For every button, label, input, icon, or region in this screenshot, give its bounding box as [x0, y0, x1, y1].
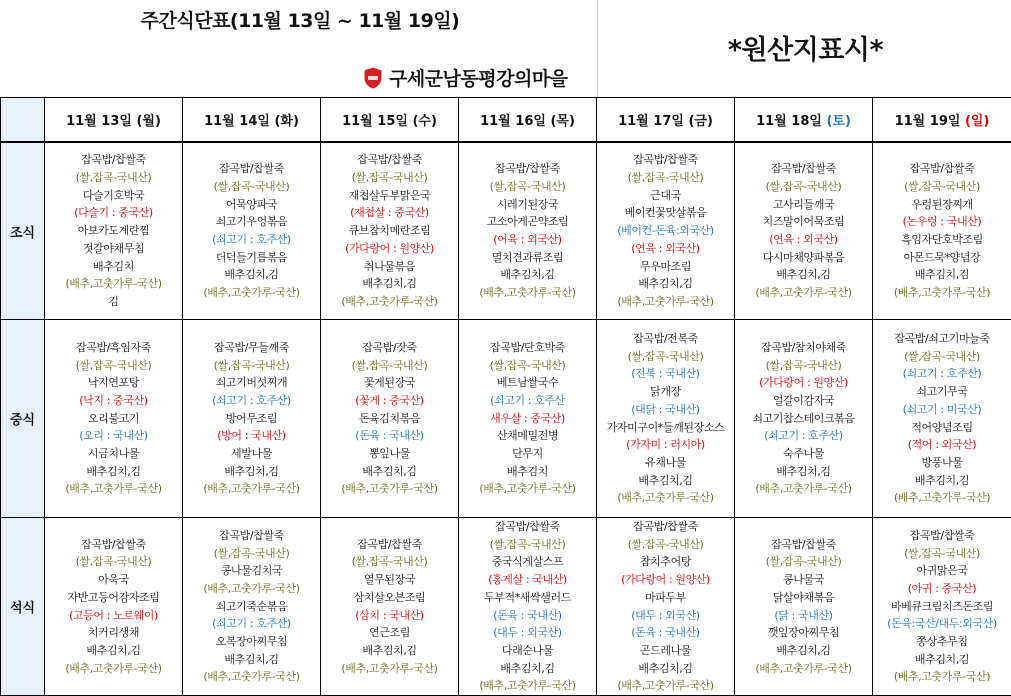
menu-item: 배추김치,김	[183, 463, 320, 481]
menu-cell	[321, 518, 459, 696]
menu-item: 우렁된장찌개	[873, 196, 1011, 214]
origin-note: (쇠고기 : 호주산)	[183, 615, 320, 633]
menu-item: 아몬드묵*양념장	[873, 249, 1011, 267]
menu-item: 베이컨꽃맛살볶음	[597, 204, 734, 222]
menu-cell	[459, 142, 597, 320]
menu-item: 잡곡밥/찹쌀죽	[735, 160, 872, 178]
menu-item: 닭개장	[597, 383, 734, 401]
origin-note: (쇠고기 : 미국산)	[873, 401, 1011, 419]
origin-note: (쌀,잡곡-국내산)	[183, 357, 320, 375]
origin-note: (낙지 : 중국산)	[45, 392, 182, 410]
origin-note: (배추,고춧가루-국산)	[321, 293, 458, 311]
origin-note: (쌀,잡곡-국내산)	[459, 536, 596, 554]
day-header	[873, 98, 1011, 143]
menu-cell	[873, 142, 1011, 320]
menu-item: 배추김치,김	[183, 266, 320, 284]
origin-note: (배추,고춧가루-국산)	[45, 660, 182, 678]
origin-note: (쌀,잡곡-국내산)	[183, 545, 320, 563]
menu-item: 콩나물국	[735, 571, 872, 589]
menu-item: 다시마채양파볶음	[735, 249, 872, 267]
menu-item: 잡곡밥/참치야채죽	[735, 339, 872, 357]
menu-item: 배추김치,김	[735, 463, 872, 481]
day-of-week: (수)	[412, 114, 436, 129]
origin-note: (쌀,잡곡-국내산)	[321, 169, 458, 187]
origin-note: (가다랑어 : 원양산)	[597, 571, 734, 589]
origin-note: (배추,고춧가루-국산)	[45, 275, 182, 293]
origin-note: (배추,고춧가루-국산)	[735, 480, 872, 498]
menu-item: 중국식게살스프	[459, 553, 596, 571]
menu-cell	[459, 518, 597, 696]
origin-note: (배추,고춧가루-국산)	[873, 668, 1011, 686]
menu-item: 쇠고기무국	[873, 383, 1011, 401]
menu-item: 잡곡밥/찹쌀죽	[321, 151, 458, 169]
menu-item: 방어무조림	[183, 410, 320, 428]
menu-item: 배추김치,김	[459, 660, 596, 678]
day-of-week: (목)	[550, 114, 574, 129]
origin-note: (오리 : 국내산)	[45, 427, 182, 445]
origin-note: (쌀,잡곡-국내산)	[735, 178, 872, 196]
menu-item: 더덕들기름볶음	[183, 249, 320, 267]
menu-item: 배추김치,김	[873, 266, 1011, 284]
menu-item: 고소아게곤약조림	[459, 213, 596, 231]
origin-note: (대두 : 외국산)	[459, 624, 596, 642]
day-of-week: (토)	[826, 114, 850, 129]
menu-item: 재첩살두부맑은국	[321, 187, 458, 205]
menu-cell	[45, 518, 183, 696]
menu-cell	[735, 320, 873, 518]
menu-item: 배추김치,김	[735, 642, 872, 660]
origin-note: (베이컨-돈육:외국산)	[597, 222, 734, 240]
menu-cell	[183, 320, 321, 518]
meal-row	[1, 518, 1011, 696]
menu-item: 삼치살오븐조림	[321, 589, 458, 607]
menu-item: 배추김치,김	[597, 660, 734, 678]
menu-cell	[873, 320, 1011, 518]
menu-cell	[735, 142, 873, 320]
day-date: 11월 13일	[66, 114, 136, 129]
origin-note: (전복 : 국내산)	[597, 365, 734, 383]
menu-item: 김	[45, 293, 182, 311]
origin-note: (방어 : 국내산)	[183, 427, 320, 445]
origin-note: (쌀,잡곡-국내산)	[597, 348, 734, 366]
origin-note: (연육 : 외국산)	[597, 240, 734, 258]
origin-note: (쇠고기 : 호주산)	[873, 365, 1011, 383]
corner-cell	[1, 98, 45, 143]
menu-cell	[597, 142, 735, 320]
origin-note: (가자미 : 러시아)	[597, 436, 734, 454]
menu-item: 바베큐크림치즈돈조림	[873, 598, 1011, 616]
origin-note: (닭 : 국내산)	[735, 607, 872, 625]
origin-note: (재첩살 : 중국산)	[321, 204, 458, 222]
origin-note: (쌀,잡곡-국내산)	[321, 357, 458, 375]
menu-item: 배추김치,김	[321, 642, 458, 660]
menu-item: 꽃게된장국	[321, 374, 458, 392]
menu-item: 근대국	[597, 187, 734, 205]
origin-note: (다슬기 : 중국산)	[45, 204, 182, 222]
menu-item: 잡곡밥/찹쌀죽	[459, 518, 596, 536]
menu-cell	[183, 518, 321, 696]
menu-cell	[321, 320, 459, 518]
menu-cell	[459, 320, 597, 518]
origin-note: (돈육 : 국내산)	[597, 624, 734, 642]
origin-note: (배추,고춧가루-국산)	[459, 284, 596, 302]
menu-item: 얼갈이감자국	[735, 392, 872, 410]
menu-item: 잡곡밥/단호박죽	[459, 339, 596, 357]
menu-item: 다슬기호박국	[45, 187, 182, 205]
menu-item: 돈육김치볶음	[321, 410, 458, 428]
origin-note: (쌀,잡곡-국내산)	[459, 178, 596, 196]
menu-item: 참치추어탕	[597, 553, 734, 571]
origin-note: (쌀,잡곡-국내산)	[45, 357, 182, 375]
day-date: 11월 18일	[756, 114, 826, 129]
origin-note: (배추,고춧가루-국산)	[183, 668, 320, 686]
menu-item: 쫑상추무침	[873, 633, 1011, 651]
menu-item: 큐브참치메란조림	[321, 222, 458, 240]
origin-note: (배추,고춧가루-국산)	[183, 284, 320, 302]
origin-note: (배추,고춧가루-국산)	[873, 489, 1011, 507]
day-date: 11월 19일	[895, 114, 965, 129]
menu-item: 취나물볶음	[321, 258, 458, 276]
menu-item: 무우마조림	[597, 258, 734, 276]
menu-item: 베트남쌀국수	[459, 374, 596, 392]
menu-item: 배추김치,김	[459, 266, 596, 284]
origin-note: (대두 : 외국산)	[597, 607, 734, 625]
menu-item: 배추김치,김	[597, 275, 734, 293]
menu-item: 배추김치,김	[45, 642, 182, 660]
menu-item: 단무지	[459, 445, 596, 463]
origin-note: (배추,고춧가루-국산)	[183, 580, 320, 598]
menu-cell	[597, 518, 735, 696]
origin-note: (배추,고춧가루-국산)	[321, 480, 458, 498]
menu-item: 배추김치,김	[183, 651, 320, 669]
menu-item: 배추김치	[45, 258, 182, 276]
origin-note: (배추,고춧가루-국산)	[735, 660, 872, 678]
menu-item: 흑임자단호박조림	[873, 231, 1011, 249]
origin-note: (꽃게 : 중국산)	[321, 392, 458, 410]
menu-item: 잡곡밥/찹쌀죽	[735, 536, 872, 554]
menu-item: 산채메밀전병	[459, 427, 596, 445]
day-date: 11월 17일	[618, 114, 688, 129]
menu-item: 뽕잎나물	[321, 445, 458, 463]
menu-item: 잡곡밥/찹쌀죽	[183, 527, 320, 545]
menu-item: 젓갈야채무침	[45, 240, 182, 258]
menu-item: 배추김치,김	[597, 472, 734, 490]
menu-item: 잡곡밥/무들깨죽	[183, 339, 320, 357]
day-date: 11월 15일	[342, 114, 412, 129]
origin-note: (배추,고춧가루-국산)	[597, 489, 734, 507]
menu-item: 아욱국	[45, 571, 182, 589]
origin-note: (배추,고춧가루-국산)	[597, 293, 734, 311]
menu-item: 배추김치	[459, 463, 596, 481]
day-date: 11월 14일	[204, 114, 274, 129]
menu-cell	[45, 142, 183, 320]
origin-note: (쌀,잡곡-국내산)	[597, 536, 734, 554]
menu-item: 잡곡밥/찹쌀죽	[183, 160, 320, 178]
origin-note: (배추,고춧가루-국산)	[873, 284, 1011, 302]
weekly-menu-table	[0, 97, 1011, 696]
menu-item: 잡곡밥/찹쌀죽	[321, 536, 458, 554]
menu-item: 배추김치,김	[873, 651, 1011, 669]
menu-item: 아보카도계란찜	[45, 222, 182, 240]
day-date: 11월 16일	[480, 114, 550, 129]
menu-item: 오리불고기	[45, 410, 182, 428]
origin-note: (쌀,잡곡-국내산)	[873, 348, 1011, 366]
header-divider	[597, 0, 598, 97]
menu-item: 멸치견과류조림	[459, 249, 596, 267]
menu-cell	[45, 320, 183, 518]
origin-note: (가다랑어 : 원양산)	[321, 240, 458, 258]
origin-note: (쌀,잡곡-국내산)	[459, 357, 596, 375]
day-of-week: (금)	[688, 114, 712, 129]
menu-item: 연근조림	[321, 624, 458, 642]
origin-note: (배추,고춧가루-국산)	[459, 677, 596, 695]
origin-note: (배추,고춧가루-국산)	[597, 677, 734, 695]
menu-item: 쇠고기우엉볶음	[183, 213, 320, 231]
menu-item: 잡곡밥/찹쌀죽	[597, 518, 734, 536]
menu-item: 치커리생채	[45, 624, 182, 642]
day-header-row	[1, 98, 1011, 143]
menu-item: 잡곡밥/찹쌀죽	[873, 160, 1011, 178]
meal-label: 석식	[1, 518, 45, 696]
day-of-week: (화)	[274, 114, 298, 129]
origin-note: (배추,고춧가루-국산)	[459, 480, 596, 498]
menu-item: 낙지연포탕	[45, 374, 182, 392]
menu-item: 마파두부	[597, 589, 734, 607]
origin-note: (쌀,잡곡-국내산)	[873, 178, 1011, 196]
origin-note: (배추,고춧가루-국산)	[735, 284, 872, 302]
day-header	[735, 98, 873, 143]
menu-item: 다래순나물	[459, 642, 596, 660]
page-title: 주간식단표(11월 13일 ~ 11월 19일)	[0, 6, 600, 33]
menu-item: 잡곡밥/찹쌀죽	[459, 160, 596, 178]
menu-item: 열무된장국	[321, 571, 458, 589]
menu-item: 잡곡밥/전복죽	[597, 330, 734, 348]
menu-item: 잡곡밥/찹쌀죽	[45, 536, 182, 554]
origin-note: (쌀,잡곡-국내산)	[45, 169, 182, 187]
menu-item: 시레기된장국	[459, 196, 596, 214]
menu-cell	[321, 142, 459, 320]
day-of-week: (일)	[965, 114, 989, 129]
menu-item: 방풍나물	[873, 454, 1011, 472]
origin-note: (쌀,잡곡-국내산)	[735, 553, 872, 571]
origin-note: (삼치 : 국내산)	[321, 607, 458, 625]
menu-item: 쇠고기죽순볶음	[183, 598, 320, 616]
origin-note: (돈육 : 국내산)	[459, 607, 596, 625]
origin-note: (쌀,잡곡-국내산)	[183, 178, 320, 196]
menu-item: 배추김치,김	[321, 463, 458, 481]
header	[0, 0, 1011, 97]
origin-note: (돈육:국산/대두:외국산)	[873, 615, 1011, 633]
origin-note: (가다랑어 : 원양산)	[735, 374, 872, 392]
origin-note: (쇠고기 : 호주산)	[183, 392, 320, 410]
origin-note: (쌀,잡곡-국내산)	[873, 545, 1011, 563]
menu-item: 자반고등어감자조림	[45, 589, 182, 607]
menu-item: 시금치나물	[45, 445, 182, 463]
day-header	[183, 98, 321, 143]
menu-item: 오복장아찌무침	[183, 633, 320, 651]
menu-item: 적어양념조림	[873, 419, 1011, 437]
menu-cell	[183, 142, 321, 320]
menu-cell	[597, 320, 735, 518]
menu-item: 닭살야채볶음	[735, 589, 872, 607]
menu-cell	[873, 518, 1011, 696]
menu-item: 잡곡밥/찹쌀죽	[597, 151, 734, 169]
origin-note: (아귀 : 중국산)	[873, 580, 1011, 598]
menu-item: 쇠고기찹스테이크볶음	[735, 410, 872, 428]
menu-item: 곤드레나물	[597, 642, 734, 660]
menu-item: 어묵양파국	[183, 196, 320, 214]
meal-label: 조식	[1, 142, 45, 320]
origin-note: 새우살 : 중국산)	[459, 410, 596, 428]
menu-item: 잡곡밥/찹쌀죽	[873, 527, 1011, 545]
origin-note: (배추,고춧가루-국산)	[45, 480, 182, 498]
origin-note: (연육 : 외국산)	[735, 231, 872, 249]
menu-item: 가자미구이*들깨된장소스	[597, 419, 734, 437]
day-header	[597, 98, 735, 143]
origin-note: (쌀,잡곡-국내산)	[321, 553, 458, 571]
menu-item: 잡곡밥/찹쌀죽	[45, 151, 182, 169]
menu-item: 깻잎장아찌무침	[735, 624, 872, 642]
meal-row	[1, 142, 1011, 320]
menu-item: 아귀맑은국	[873, 562, 1011, 580]
menu-item: 유채나물	[597, 454, 734, 472]
origin-note: (쇠고기 : 호주산)	[735, 427, 872, 445]
origin-note: (쌀,잡곡-국내산)	[735, 357, 872, 375]
menu-item: 콩나물김치국	[183, 562, 320, 580]
menu-item: 배추김치,김	[873, 472, 1011, 490]
menu-item: 치즈말이어묵조림	[735, 213, 872, 231]
meal-row	[1, 320, 1011, 518]
origin-note: (배추,고춧가루-국산)	[183, 480, 320, 498]
menu-item: 잡곡밥/쇠고기마늘죽	[873, 330, 1011, 348]
day-header	[459, 98, 597, 143]
salvation-army-shield-icon	[362, 66, 384, 90]
org-name: 구세군남동평강의마을	[389, 64, 568, 91]
origin-note: (고등어 : 노르웨이)	[45, 607, 182, 625]
origin-note: (어육 : 외국산)	[459, 231, 596, 249]
origin-note: (쌀,잡곡-국내산)	[597, 169, 734, 187]
origin-note: (배추,고춧가루-국산)	[321, 660, 458, 678]
menu-cell	[735, 518, 873, 696]
menu-item: 잡곡밥/흑임자죽	[45, 339, 182, 357]
menu-item: 잡곡밥/잣죽	[321, 339, 458, 357]
meal-label: 중식	[1, 320, 45, 518]
menu-item: 배추김치,김	[321, 275, 458, 293]
origin-note: (논우렁 : 국내산)	[873, 213, 1011, 231]
menu-item: 배추김치,김	[735, 266, 872, 284]
origin-note: (돈육 : 국내산)	[321, 427, 458, 445]
day-header	[321, 98, 459, 143]
origin-note: (쌀,잡곡-국내산)	[45, 553, 182, 571]
menu-item: 쇠고기버섯찌개	[183, 374, 320, 392]
org-block	[362, 64, 568, 91]
day-of-week: (월)	[136, 114, 160, 129]
origin-label: *원산지표시*	[600, 28, 1011, 67]
day-header	[45, 98, 183, 143]
menu-item: 배추김치,김	[45, 463, 182, 481]
origin-note: (적어 : 외국산)	[873, 436, 1011, 454]
menu-item: 두부적*새싹샐러드	[459, 589, 596, 607]
menu-item: 숙주나물	[735, 445, 872, 463]
origin-note: (쇠고기 : 호주산	[459, 392, 596, 410]
menu-item: 세발나물	[183, 445, 320, 463]
origin-note: (대닭 : 국내산)	[597, 401, 734, 419]
origin-note: (홍게살 : 국내산)	[459, 571, 596, 589]
menu-item: 고사리들깨국	[735, 196, 872, 214]
origin-note: (쇠고기 : 호주산)	[183, 231, 320, 249]
